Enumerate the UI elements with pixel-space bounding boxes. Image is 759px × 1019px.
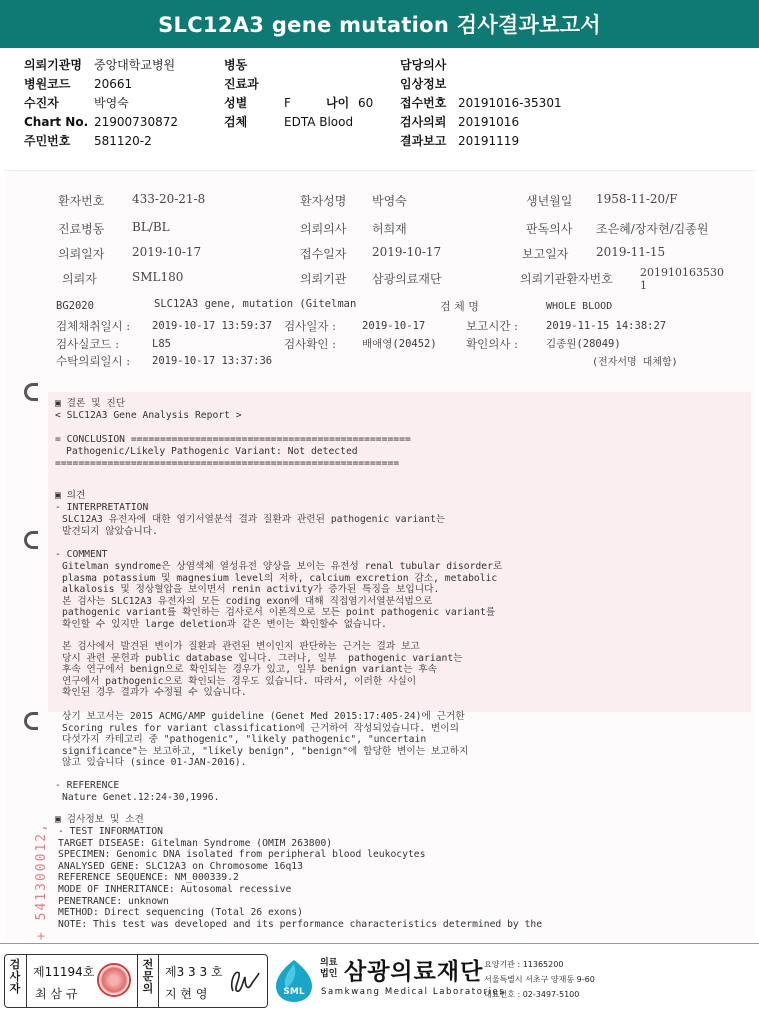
label-chart-no: Chart No.	[24, 115, 89, 129]
value-specimen: EDTA Blood	[284, 115, 354, 129]
label-ward: 병동	[224, 58, 248, 72]
scan-receipt: 2019-10-17 13:37:36	[152, 355, 273, 367]
value-sex: F	[284, 96, 291, 110]
scan-test-code: BG2020	[56, 300, 94, 312]
scan-test-name: SLC12A3 gene, mutation (Gitelman	[154, 298, 357, 310]
scan-req-doctor-label: 의뢰의사	[300, 222, 347, 236]
header-col3	[400, 56, 562, 151]
comment-head: - COMMENT	[55, 549, 108, 560]
signature-scribble	[225, 963, 263, 999]
scan-collect-label: 검체채취일시 :	[56, 319, 131, 333]
label-doctor: 담당의사	[400, 58, 447, 72]
scan-ward-label: 진료병동	[58, 222, 105, 236]
scan-org-patient-no-label: 의뢰기관환자번호	[520, 272, 613, 286]
scan-exam-date-label: 검사일자 :	[284, 319, 336, 333]
binder-hole	[24, 383, 38, 401]
label-age: 나이	[326, 96, 350, 110]
label-resident-no: 주민번호	[24, 134, 71, 148]
test-information: - TEST INFORMATION TARGET DISEASE: Gitelman Syndrome (OMIM 263800) SPECIMEN: Genomic DNA isolated from peripheral blood leukocytes ANALYSED GENE: SLC12A3 on Chromosome 16q13 REFERENCE SEQUENCE: NM_000339.2 MODE OF INHERITANCE: Autosomal recessive PENETRANCE: unknown METHOD: Direct sequencing (Total 26 exons) NOTE: This test was developed and its performance characteristics determined by the	[58, 826, 543, 930]
value-result-report: 20191119	[458, 134, 520, 148]
scan-confirm: 배애영(20452)	[362, 338, 437, 350]
report-title: SLC12A3 gene mutation 검사결과보고서	[0, 0, 759, 48]
comment-text-3: 상기 보고서는 2015 ACMG/AMP guideline (Genet Med 2015:17:405-24)에 근거한 Scoring rules for variant classification에 근거하여 작성되었습니다. 변이의 다섯가지 카테고리 중 "pathogenic", "likely pathogenic", "uncertain significance"는 보고하고, "likely benign", "benign"에 합당한 변이는 보고하지 않고 있습니다 (since 01-JAN-2016).	[62, 711, 469, 769]
label-institution: 의뢰기관명	[24, 58, 82, 72]
label-hospital-code: 병원코드	[24, 77, 71, 91]
footer-divider	[0, 943, 759, 944]
specialist-label: 전문의	[142, 958, 154, 995]
scan-reading: 조은혜/장자현/김종원	[596, 222, 709, 236]
reference-text: Nature Genet.12:24-30,1996.	[62, 792, 220, 803]
scan-specimen-label: 검 체 명	[440, 300, 479, 313]
value-age: 60	[358, 96, 374, 110]
tester-license-no: 제11194호	[33, 965, 95, 979]
side-serial-number: + 541300012,	[34, 822, 49, 940]
label-clinical-info: 임상정보	[400, 77, 447, 91]
scan-room-code-label: 검사실코드 :	[56, 337, 120, 351]
organization-english-name: Samkwang Medical Laboratories	[321, 987, 506, 997]
value-test-request: 20191016	[458, 115, 520, 129]
scan-req-org-label: 의뢰기관	[300, 272, 347, 286]
scan-ward: BL/BL	[132, 220, 170, 234]
value-resident-no: 581120-2	[94, 134, 152, 148]
sml-logo-icon	[272, 958, 316, 1004]
scan-requester: SML180	[132, 270, 184, 284]
report-subtitle: < SLC12A3 Gene Analysis Report >	[55, 410, 242, 421]
scan-esign: (전자서명 대체함)	[592, 357, 678, 368]
scan-recv-date: 2019-10-17	[372, 245, 442, 259]
seal-stamp	[97, 963, 131, 997]
scan-dob-label: 생년월일	[526, 194, 573, 208]
conclusion-head: = CONCLUSION ================================================	[55, 434, 411, 445]
conclusion-rule: ===========================================================	[55, 458, 400, 469]
specialist-label-cell	[137, 955, 159, 1007]
signature-box	[4, 954, 268, 1008]
section-opinion-heading: ▣ 의견	[55, 490, 86, 501]
scan-confirm-doctor: 김종원(28049)	[546, 338, 621, 350]
scan-report-time: 2019-11-15 14:38:27	[546, 320, 667, 332]
scan-dob: 1958-11-20/F	[596, 192, 678, 206]
interpretation-head: - INTERPRETATION	[55, 502, 149, 513]
scan-confirm-doctor-label: 확인의사 :	[466, 337, 518, 351]
value-institution: 중앙대학교병원	[94, 58, 176, 72]
contact-phone: 대표번호 : 02-3497-5100	[484, 990, 580, 999]
binder-hole	[24, 531, 38, 549]
value-accession-no: 20191016-35301	[458, 96, 562, 110]
label-result-report: 결과보고	[400, 134, 447, 148]
comment-text-2: 본 검사에서 발견된 변이가 질환과 관련된 변이인지 판단하는 근거는 결과 보고 당시 관련 문헌과 public database 입니다. 그러나, 일부 pathogenic variant는 후속 연구에서 benign으로 확인되는 경우가 있고, 일부 benign variant는 후속 연구에서 pathogenic으로 확인되는 경우도 있습니다. 따라서, 이러한 사실이 확인된 경우 결과가 수정될 수 있습니다.	[62, 641, 463, 699]
scan-report-date: 2019-11-15	[596, 245, 666, 259]
organization-name: 삼광의료재단	[344, 959, 484, 985]
scan-requester-label: 의뢰자	[62, 272, 97, 286]
scan-report-date-label: 보고일자	[522, 247, 569, 261]
label-test-request: 검사의뢰	[400, 115, 447, 129]
logo-prefix: 의료 법인	[320, 958, 338, 979]
contact-address: 서울특별시 서초구 양재동 9-60	[484, 975, 595, 984]
scan-specimen: WHOLE BLOOD	[546, 301, 613, 312]
scan-collect: 2019-10-17 13:59:37	[152, 320, 273, 332]
header-col2	[224, 56, 373, 132]
contact-institution-code: 요양기관 : 11365200	[484, 960, 564, 969]
scan-req-date: 2019-10-17	[132, 245, 202, 259]
section-conclusion-heading: ▣ 결론 및 진단	[55, 398, 126, 409]
scan-room-code: L85	[152, 338, 171, 350]
label-department: 진료과	[224, 77, 259, 91]
scan-req-date-label: 의뢰일자	[58, 247, 105, 261]
interpretation-text: SLC12A3 유전자에 대한 염기서열분석 결과 질환과 관련된 pathogenic variant는 발견되지 않았습니다.	[62, 514, 446, 537]
scan-reading-label: 판독의사	[526, 222, 573, 236]
tester-label-cell	[5, 955, 27, 1007]
label-specimen: 검체	[224, 115, 248, 129]
binder-hole	[24, 712, 38, 730]
scan-exam-date: 2019-10-17	[362, 320, 426, 332]
scan-req-org: 삼광의료재단	[372, 272, 442, 286]
scan-receipt-label: 수탁의뢰일시 :	[56, 354, 131, 368]
scan-req-doctor: 허희재	[372, 222, 407, 236]
header-col1	[24, 56, 178, 151]
section-test-info-heading: ▣ 검사정보 및 소견	[55, 814, 144, 825]
scan-recv-date-label: 접수일자	[300, 247, 347, 261]
scan-patient-no: 433-20-21-8	[132, 192, 206, 206]
scan-org-patient-no-1: 201910163530	[640, 266, 724, 279]
scan-confirm-label: 검사확인 :	[284, 337, 336, 351]
scan-patient-no-label: 환자번호	[58, 194, 105, 208]
specialist-license-no: 제3 3 3 호	[165, 965, 223, 979]
specialist-name: 지 현 영	[165, 987, 208, 1001]
value-chart-no: 21900730872	[94, 115, 178, 129]
label-sex: 성별	[224, 96, 248, 110]
label-patient: 수진자	[24, 96, 59, 110]
scan-patient-name-label: 환자성명	[300, 194, 347, 208]
value-patient: 박영숙	[94, 96, 129, 110]
svg-text:SML: SML	[283, 987, 305, 997]
comment-text: Gitelman syndrome은 상염색체 열성유전 양상을 보이는 유전성 renal tubular disorder로 plasma potassium 및 magnesium level의 저하, calcium excretion 감소, metabolic alkalosis 및 정상혈압을 보이면서 renin activity가 증가된 특징을 보입니다. 본 검사는 SLC12A3 유전자의 모든 coding exon에 대해 직접염기서열분석법으로 pathogenic variant를 확인하는 검사로서 이론적으로 모든 point pathogenic variant를 확인할 수 있지만 large deletion과 같은 변이는 확인할수 없습니다.	[62, 561, 503, 630]
tester-label: 검사자	[9, 958, 21, 995]
label-accession-no: 접수번호	[400, 96, 447, 110]
scan-report-time-label: 보고시간 :	[466, 319, 518, 333]
scan-org-patient-no-2: 1	[640, 279, 647, 292]
reference-head: - REFERENCE	[55, 780, 120, 791]
conclusion-text: Pathogenic/Likely Pathogenic Variant: Not detected	[66, 446, 358, 457]
scan-patient-name: 박영숙	[372, 194, 407, 208]
tester-name: 최 삼 규	[35, 987, 78, 1001]
value-hospital-code: 20661	[94, 77, 133, 91]
